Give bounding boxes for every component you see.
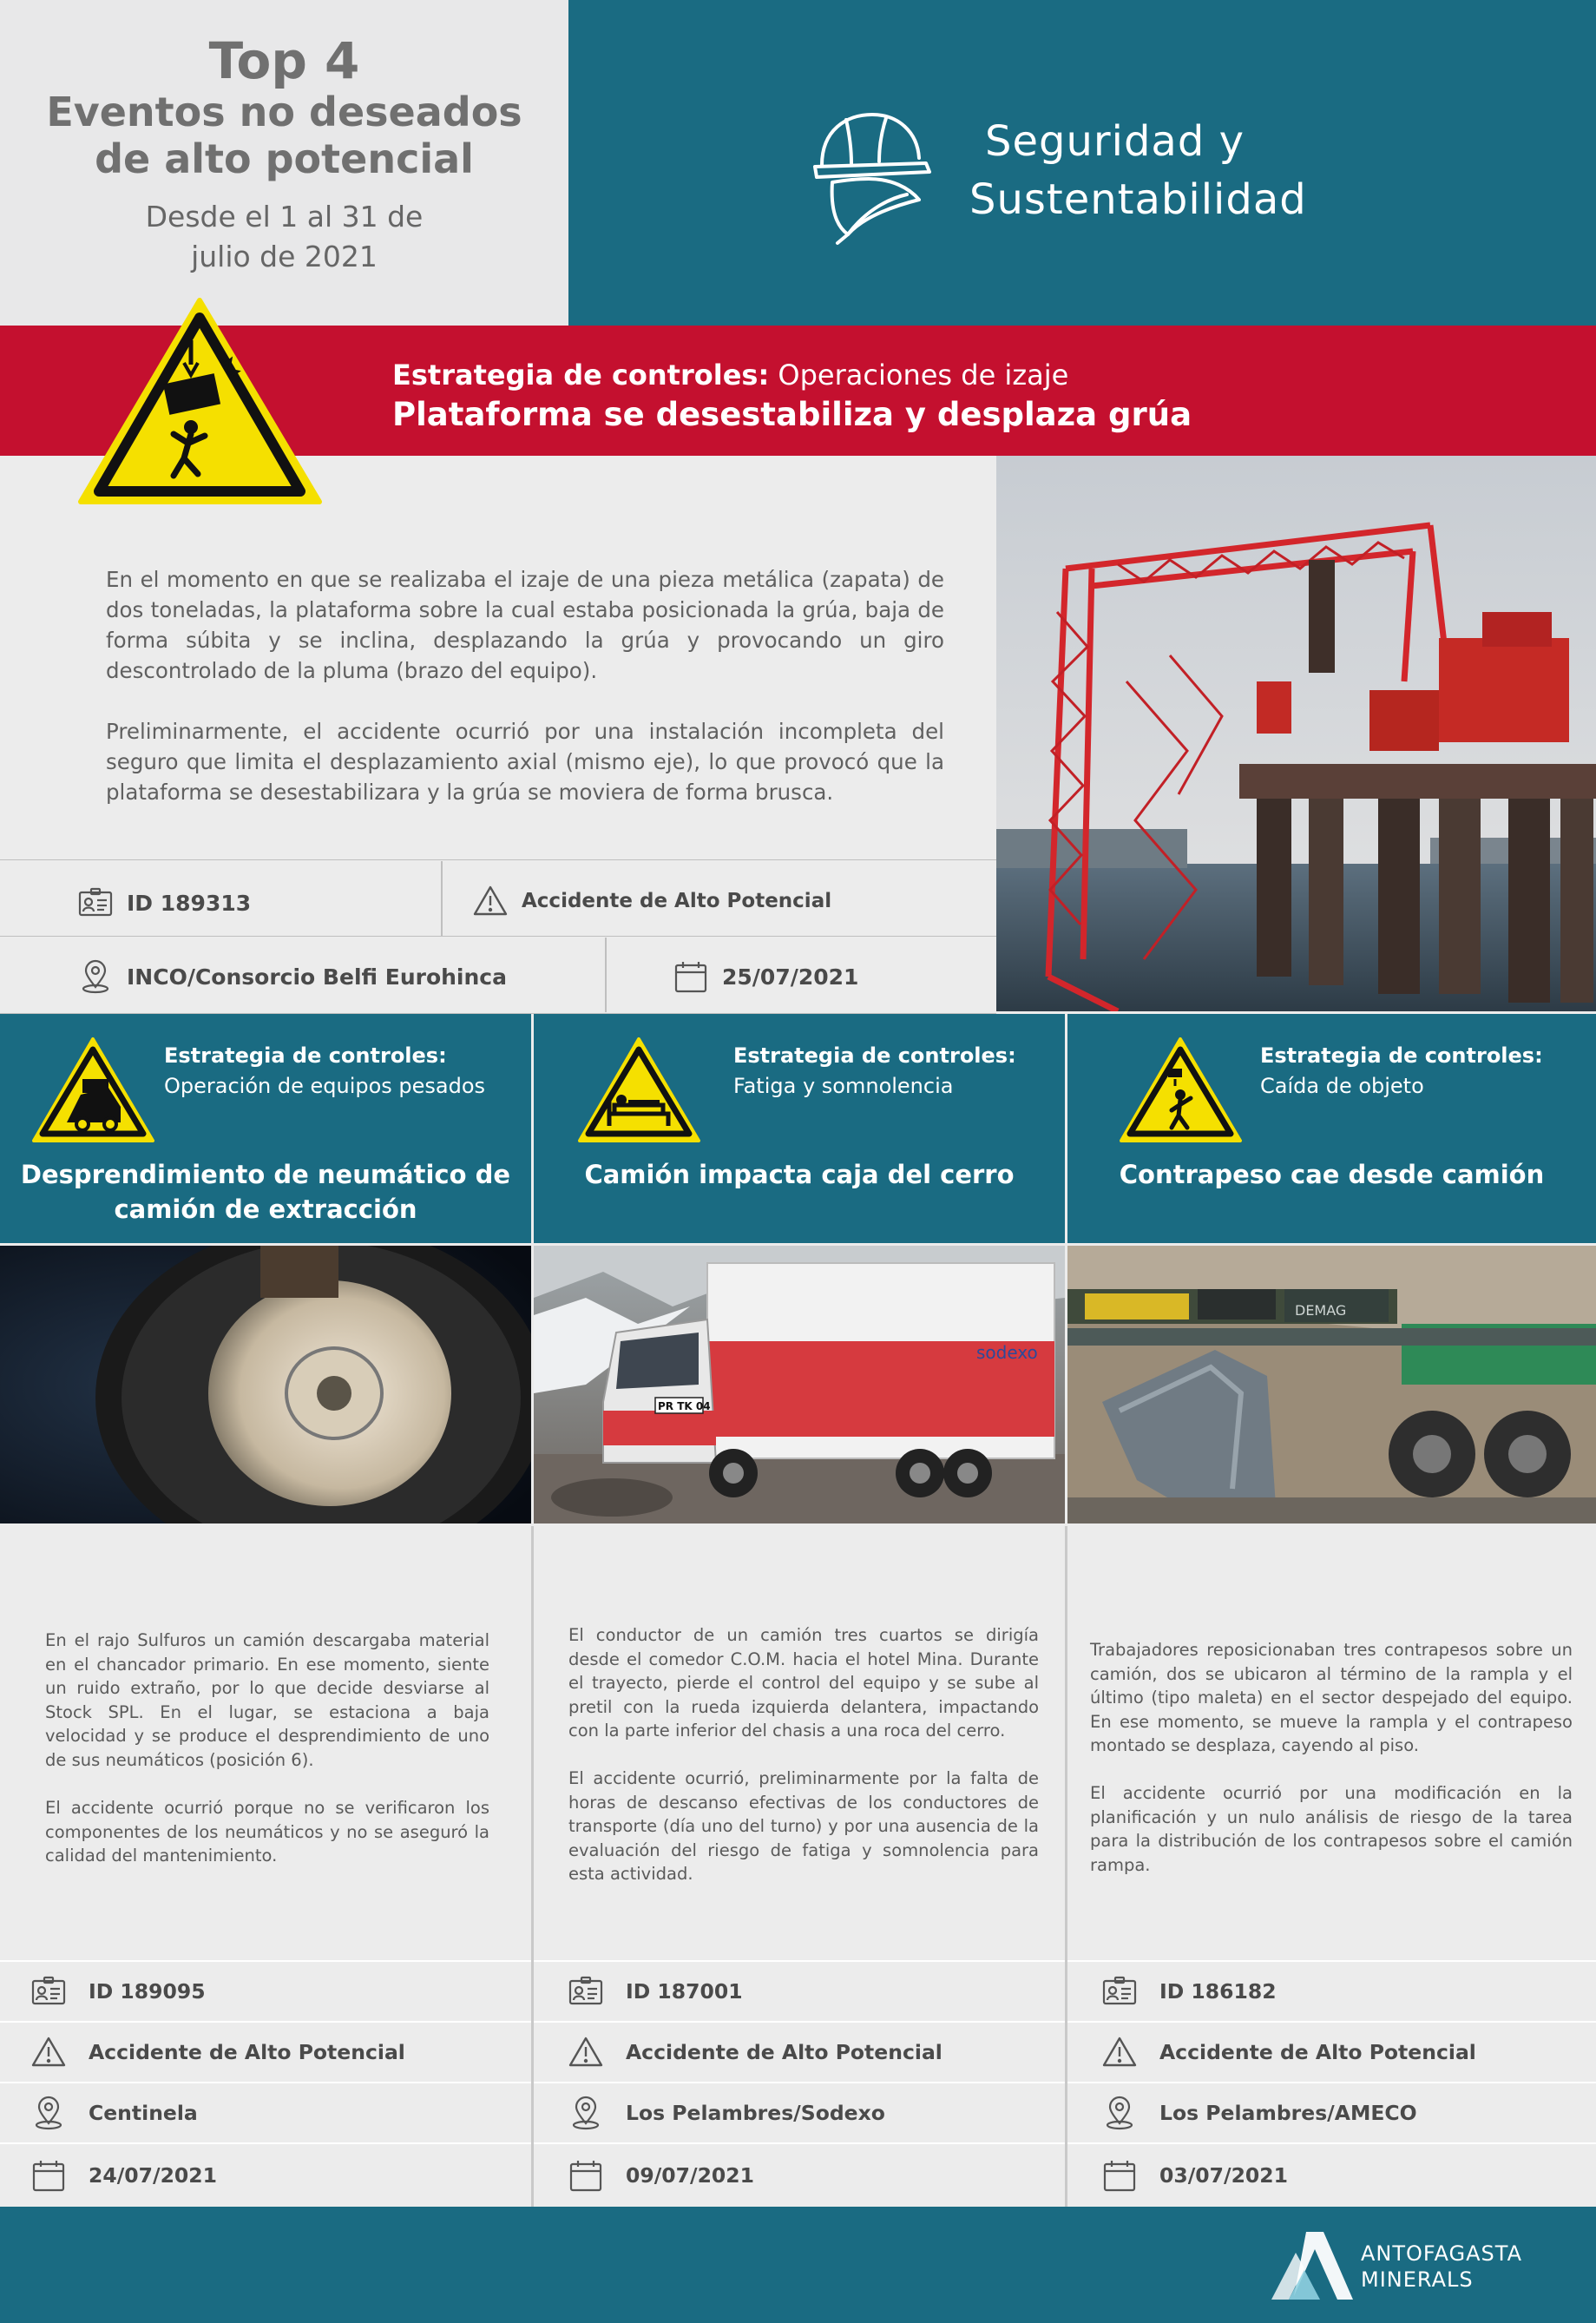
card3-strategy-value: Caída de objeto bbox=[1260, 1074, 1424, 1098]
calendar-icon bbox=[568, 2158, 603, 2193]
main-strategy-value: Operaciones de izaje bbox=[778, 359, 1069, 392]
main-location-value: INCO/Consorcio Belfi Eurohinca bbox=[127, 964, 507, 990]
card1-id-value: ID 189095 bbox=[89, 1979, 206, 2004]
card2-title-line1: Camión impacta caja del cerro bbox=[584, 1160, 1015, 1189]
truck-brand-text: sodexo bbox=[976, 1342, 1038, 1363]
main-id-cell bbox=[78, 879, 251, 927]
card2-id-row bbox=[534, 1960, 1065, 2021]
location-pin-icon bbox=[568, 2096, 603, 2130]
id-card-icon bbox=[78, 885, 113, 920]
header-date-line2: julio de 2021 bbox=[191, 240, 378, 273]
footer-company-line2: MINERALS bbox=[1361, 2267, 1474, 2292]
antofagasta-logo-icon bbox=[1263, 2227, 1358, 2305]
warning-triangle-icon bbox=[473, 884, 508, 918]
heavy-equipment-warning-icon bbox=[30, 1036, 156, 1144]
truck-impact-photo bbox=[534, 1246, 1065, 1523]
card1-id-row bbox=[0, 1960, 531, 2021]
header-title-line2: de alto potencial bbox=[95, 135, 474, 182]
card3-title-line1: Contrapeso cae desde camión bbox=[1119, 1160, 1545, 1189]
main-event-paragraph1: En el momento en que se realizaba el izaje de una pieza metálica (zapata) de dos toneladas, la plataforma sobre la cual estaba posicionada la grúa, baja de forma súbita y se inclina, desplazando la grúa y provocando un giro descontrolado de la pluma (brazo del equipo). bbox=[106, 567, 944, 683]
card2-body bbox=[534, 1526, 1065, 1960]
card3-location-row bbox=[1067, 2082, 1596, 2142]
card2-paragraph1: El conductor de un camión tres cuartos se dirigía desde el comedor C.O.M. hacia el hotel Mina. Durante el trayecto, pierde el control del equipo y se sube al pretil con la rueda izquierda delantera, impactando con la parte inferior del chasis a una roca del cerro. bbox=[568, 1625, 1039, 1741]
main-date-value: 25/07/2021 bbox=[722, 964, 859, 990]
card1-title-line2: camión de extracción bbox=[114, 1194, 417, 1224]
header-title-panel bbox=[0, 0, 568, 326]
card3-date-value: 03/07/2021 bbox=[1159, 2163, 1288, 2188]
main-category-cell bbox=[473, 877, 831, 925]
main-location-cell bbox=[78, 952, 507, 1001]
main-info-divider2 bbox=[605, 938, 607, 1012]
footer-company-line1: ANTOFAGASTA bbox=[1361, 2241, 1522, 2266]
warning-triangle-icon bbox=[568, 2035, 603, 2070]
card1-title bbox=[9, 1157, 522, 1227]
card1-strategy-value: Operación de equipos pesados bbox=[164, 1074, 486, 1098]
card2-id-value: ID 187001 bbox=[626, 1979, 743, 2004]
id-card-icon bbox=[1102, 1974, 1137, 2009]
id-card-icon bbox=[568, 1974, 603, 2009]
card2-location-row bbox=[534, 2082, 1065, 2142]
card3-paragraph2: El accidente ocurrió por una modificación en la planificación y un nulo análisis de riesgo de la tarea para la distribución de los contrapesos sobre el camión rampa. bbox=[1090, 1783, 1573, 1875]
crane-accident-photo bbox=[996, 456, 1596, 1011]
card1-category-row bbox=[0, 2021, 531, 2082]
calendar-icon bbox=[31, 2158, 66, 2193]
card1-location-value: Centinela bbox=[89, 2101, 198, 2125]
card1-paragraph1: En el rajo Sulfuros un camión descargaba material en el chancador primario. En ese momento, siente un ruido extraño, por lo que decide desviarse al Stock SPL. En el lugar, se estaciona a baja velocidad y se produce el desprendimiento de uno de sus neumáticos (posición 6). bbox=[45, 1630, 489, 1770]
calendar-icon bbox=[1102, 2158, 1137, 2193]
card2-category-row bbox=[534, 2021, 1065, 2082]
truck-plate-text: DEMAG bbox=[1295, 1302, 1347, 1319]
counterweight-fall-photo bbox=[1067, 1246, 1596, 1523]
helmet-leaf-icon bbox=[811, 104, 933, 247]
main-info-divider1 bbox=[441, 861, 443, 936]
location-pin-icon bbox=[31, 2096, 66, 2130]
main-strategy-label: Estrategia de controles: bbox=[392, 359, 770, 392]
card2-category-value: Accidente de Alto Potencial bbox=[626, 2040, 942, 2064]
header-title-line1: Eventos no deseados bbox=[46, 89, 522, 135]
card3-paragraph1: Trabajadores reposicionaban tres contrapesos sobre un camión, dos se ubicaron al término de la rampla y el último (tipo maleta) en el sector despejado del equipo. En ese momento, se mueve la rampla y el contrapeso montado se desplaza, cayendo al piso. bbox=[1090, 1640, 1573, 1755]
falling-object-warning-icon bbox=[1118, 1036, 1244, 1144]
tire-detached-photo bbox=[0, 1246, 531, 1523]
card3-title bbox=[1067, 1157, 1596, 1192]
main-strategy-line bbox=[392, 359, 1068, 392]
card3-category-row bbox=[1067, 2021, 1596, 2082]
calendar-icon bbox=[673, 959, 708, 994]
warning-triangle-icon bbox=[1102, 2035, 1137, 2070]
brand-line2: Sustentabilidad bbox=[969, 175, 1307, 224]
card3-location-value: Los Pelambres/AMECO bbox=[1159, 2101, 1417, 2125]
card3-id-row bbox=[1067, 1960, 1596, 2021]
card1-date-row bbox=[0, 2142, 531, 2207]
card3-date-row bbox=[1067, 2142, 1596, 2207]
main-category-value: Accidente de Alto Potencial bbox=[522, 890, 832, 912]
card2-strategy-label: Estrategia de controles: bbox=[733, 1043, 1016, 1068]
location-pin-icon bbox=[1102, 2096, 1137, 2130]
card1-strategy-label: Estrategia de controles: bbox=[164, 1043, 447, 1068]
card2-location-value: Los Pelambres/Sodexo bbox=[626, 2101, 885, 2125]
card1-date-value: 24/07/2021 bbox=[89, 2163, 217, 2188]
card1-location-row bbox=[0, 2082, 531, 2142]
location-pin-icon bbox=[78, 959, 113, 994]
header-brand-panel bbox=[568, 0, 1596, 326]
card2-strategy-value: Fatiga y somnolencia bbox=[733, 1074, 954, 1098]
truck-plate-text: PR TK 04 bbox=[658, 1400, 711, 1412]
card3-strategy-label: Estrategia de controles: bbox=[1260, 1043, 1543, 1068]
main-date-cell bbox=[673, 952, 858, 1001]
suspended-load-warning-icon bbox=[76, 295, 324, 508]
main-id-value: ID 189313 bbox=[127, 890, 252, 916]
card2-paragraph2: El accidente ocurrió, preliminarmente por la falta de horas de descanso efectivas de los conductores de transporte (día uno del turno) y por una ausencia de la evaluación del riesgo de fatiga y somnolencia para esta actividad. bbox=[568, 1768, 1039, 1884]
card1-title-line1: Desprendimiento de neumático de bbox=[20, 1160, 511, 1189]
id-card-icon bbox=[31, 1974, 66, 2009]
header-top-label: Top 4 bbox=[208, 31, 360, 90]
main-event-title: Plataforma se desestabiliza y desplaza grúa bbox=[392, 396, 1192, 433]
card3-id-value: ID 186182 bbox=[1159, 1979, 1277, 2004]
card2-title bbox=[534, 1157, 1065, 1192]
main-event-paragraph2: Preliminarmente, el accidente ocurrió por una instalación incompleta del seguro que limita el desplazamiento axial (mismo eje), lo que provocó que la plataforma se desestabilizara y la grúa se moviera de forma brusca. bbox=[106, 719, 944, 805]
card2-date-value: 09/07/2021 bbox=[626, 2163, 754, 2188]
card3-category-value: Accidente de Alto Potencial bbox=[1159, 2040, 1476, 2064]
card1-category-value: Accidente de Alto Potencial bbox=[89, 2040, 405, 2064]
fatigue-bed-warning-icon bbox=[576, 1036, 702, 1144]
header-date-line1: Desde el 1 al 31 de bbox=[145, 200, 424, 234]
card2-date-row bbox=[534, 2142, 1065, 2207]
card1-paragraph2: El accidente ocurrió porque no se verificaron los componentes de los neumáticos y no se aseguró la calidad del mantenimiento. bbox=[45, 1798, 489, 1866]
brand-line1: Seguridad y bbox=[985, 117, 1245, 166]
warning-triangle-icon bbox=[31, 2035, 66, 2070]
